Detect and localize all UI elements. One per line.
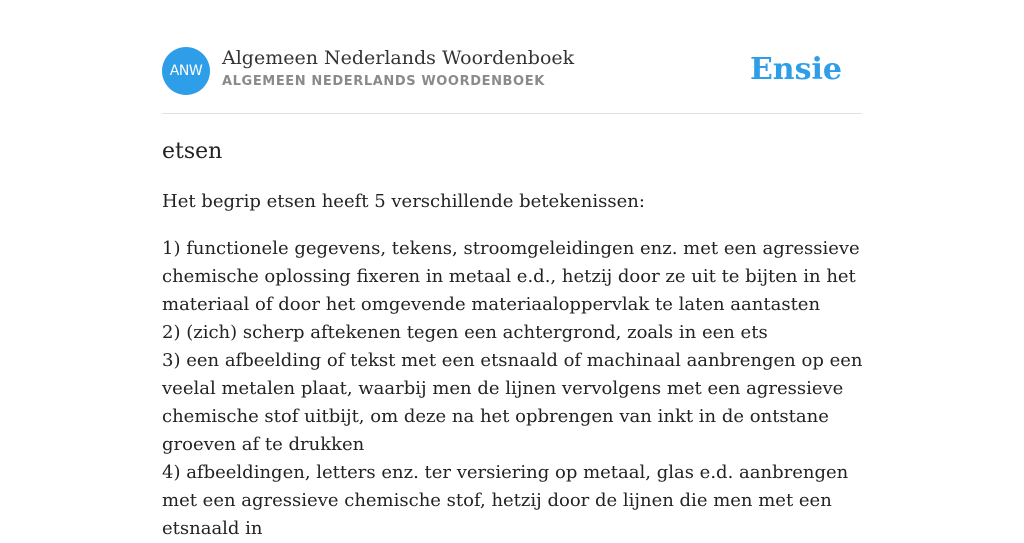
definition-item: 2) (zich) scherp aftekenen tegen een achtergrond, zoals in een ets xyxy=(162,322,768,343)
definition-item: 3) een afbeelding of tekst met een etsnaald of machinaal aanbrengen op een veelal metalen plaat, waarbij men de lijnen vervolgens met een agressieve chemische stof uitbijt, om deze na het opbrengen van inkt in de ontstane groeven af te drukken xyxy=(162,350,863,455)
anw-logo[interactable]: ANW xyxy=(162,47,210,95)
entry-content xyxy=(162,138,866,543)
entry-word: etsen xyxy=(162,139,223,164)
entry-intro: Het begrip etsen heeft 5 verschillende betekenissen: xyxy=(162,191,645,212)
header-divider xyxy=(162,113,862,114)
ensie-brand-logo[interactable]: Ensie xyxy=(749,52,842,87)
definition-item: 1) functionele gegevens, tekens, stroomgeleidingen enz. met een agressieve chemische oplossing fixeren in metaal e.d., hetzij door ze uit te bijten in het materiaal of door het omgevende materiaaloppervlak te laten aantasten xyxy=(162,238,860,315)
site-title[interactable]: Algemeen Nederlands Woordenboek xyxy=(222,47,575,69)
site-header xyxy=(162,47,862,95)
site-subtitle: ALGEMEEN NEDERLANDS WOORDENBOEK xyxy=(222,74,545,89)
definition-list xyxy=(162,235,866,543)
definition-item: 4) afbeeldingen, letters enz. ter versiering op metaal, glas e.d. aanbrengen met een agressieve chemische stof, hetzij door de lijnen die men met een etsnaald in xyxy=(162,462,849,539)
